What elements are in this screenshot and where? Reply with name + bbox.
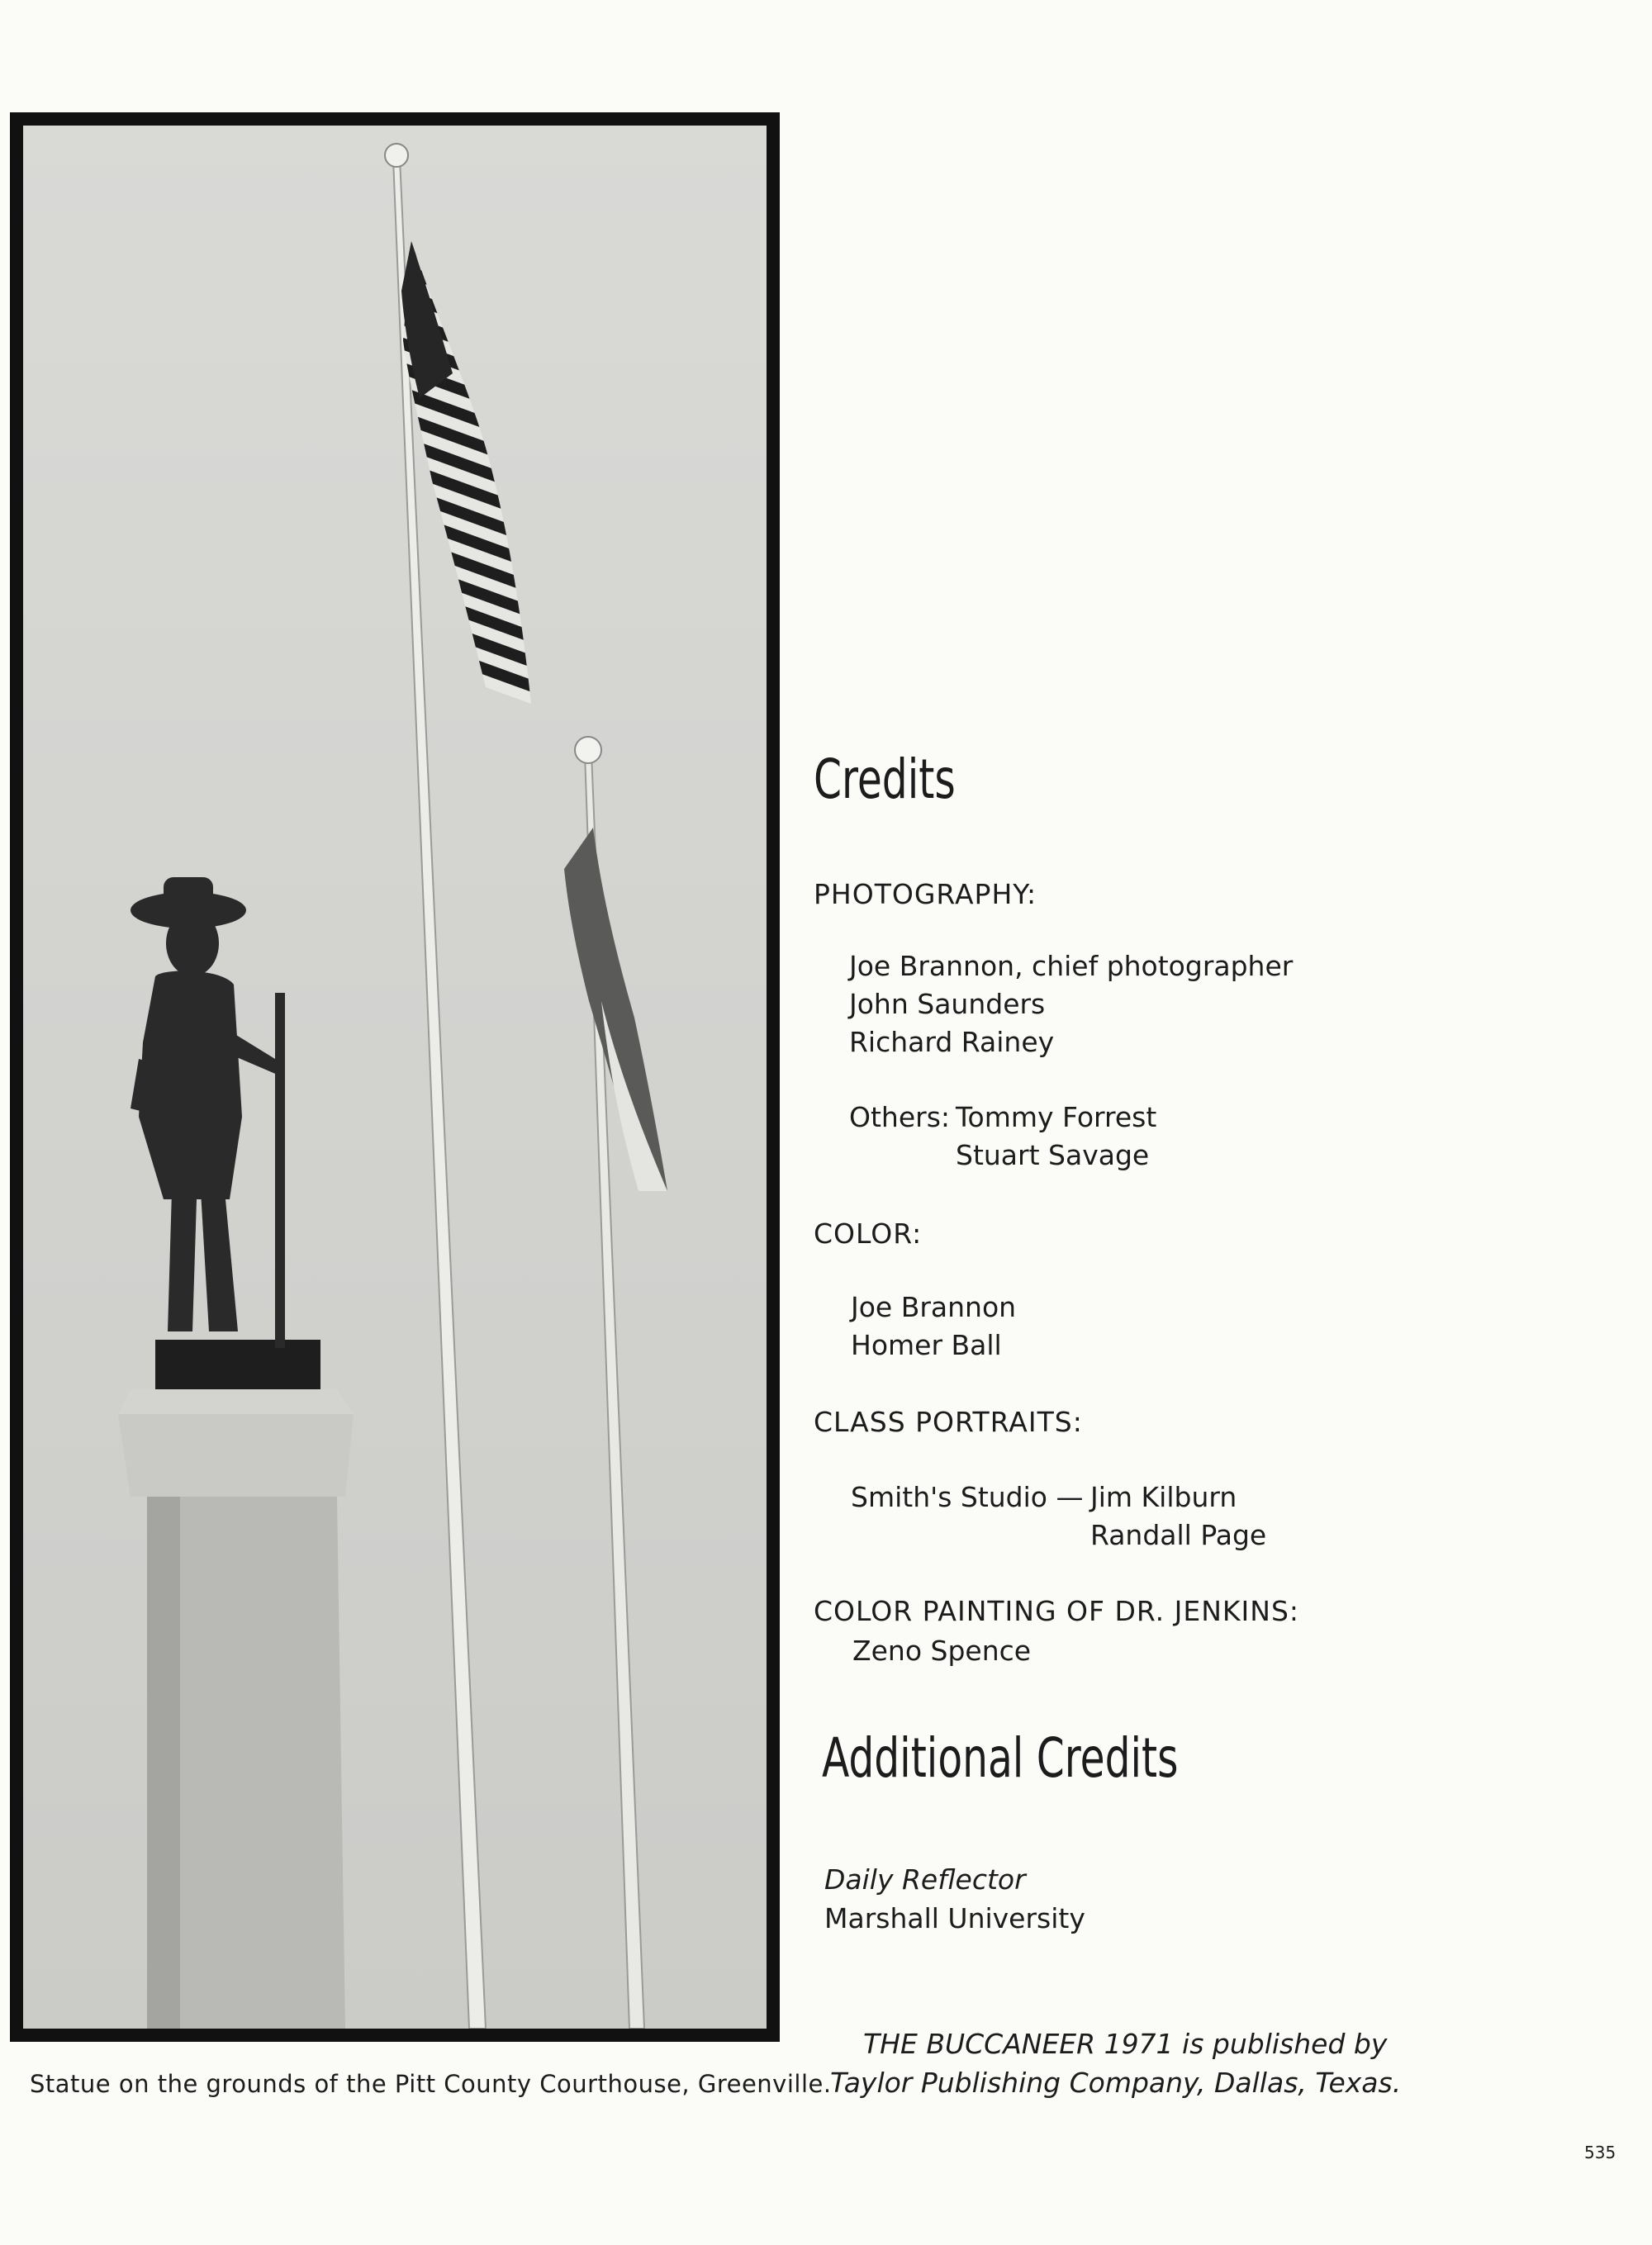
color-credit-name: Joe Brannon [851,1291,1017,1323]
additional-credits-title-wrap [822,1726,1631,1790]
publisher-line-2: Taylor Publishing Company, Dallas, Texas. [830,2067,1402,2099]
credits-title-wrap [814,748,1623,811]
additional-credit-item: Daily Reflector [824,1863,1026,1896]
photographer-name: Joe Brannon, chief photographer [849,950,1294,982]
others-label: Others: [849,1101,951,1133]
credits-title: Credits [814,748,956,811]
photo-caption: Statue on the grounds of the Pitt County Courthouse, Greenville. [30,2070,832,2098]
statue-flags-photo [23,126,767,2029]
additional-credit-item: Marshall University [824,1902,1085,1934]
photographer-name: John Saunders [849,988,1046,1020]
painting-heading: COLOR PAINTING OF DR. JENKINS: [814,1595,1300,1627]
color-credit-name: Homer Ball [851,1329,1002,1361]
photograph [10,112,780,2042]
other-photographer-name: Stuart Savage [956,1139,1150,1171]
portrait-photographer-name: Jim Kilburn [1090,1481,1237,1513]
photographer-name: Richard Rainey [849,1026,1055,1058]
publisher-line-1: THE BUCCANEER 1971 is published by [863,2028,1388,2060]
class-portraits-heading: CLASS PORTRAITS: [814,1406,1083,1438]
painter-name: Zeno Spence [852,1635,1032,1667]
page-number: 535 [1584,2143,1616,2162]
color-heading: COLOR: [814,1217,923,1250]
photography-heading: PHOTOGRAPHY: [814,878,1037,910]
portrait-photographer-name: Randall Page [1090,1519,1267,1551]
other-photographer-name: Tommy Forrest [956,1101,1157,1133]
studio-name: Smith's Studio — [851,1481,1084,1513]
additional-credits-title: Additional Credits [822,1726,1179,1790]
